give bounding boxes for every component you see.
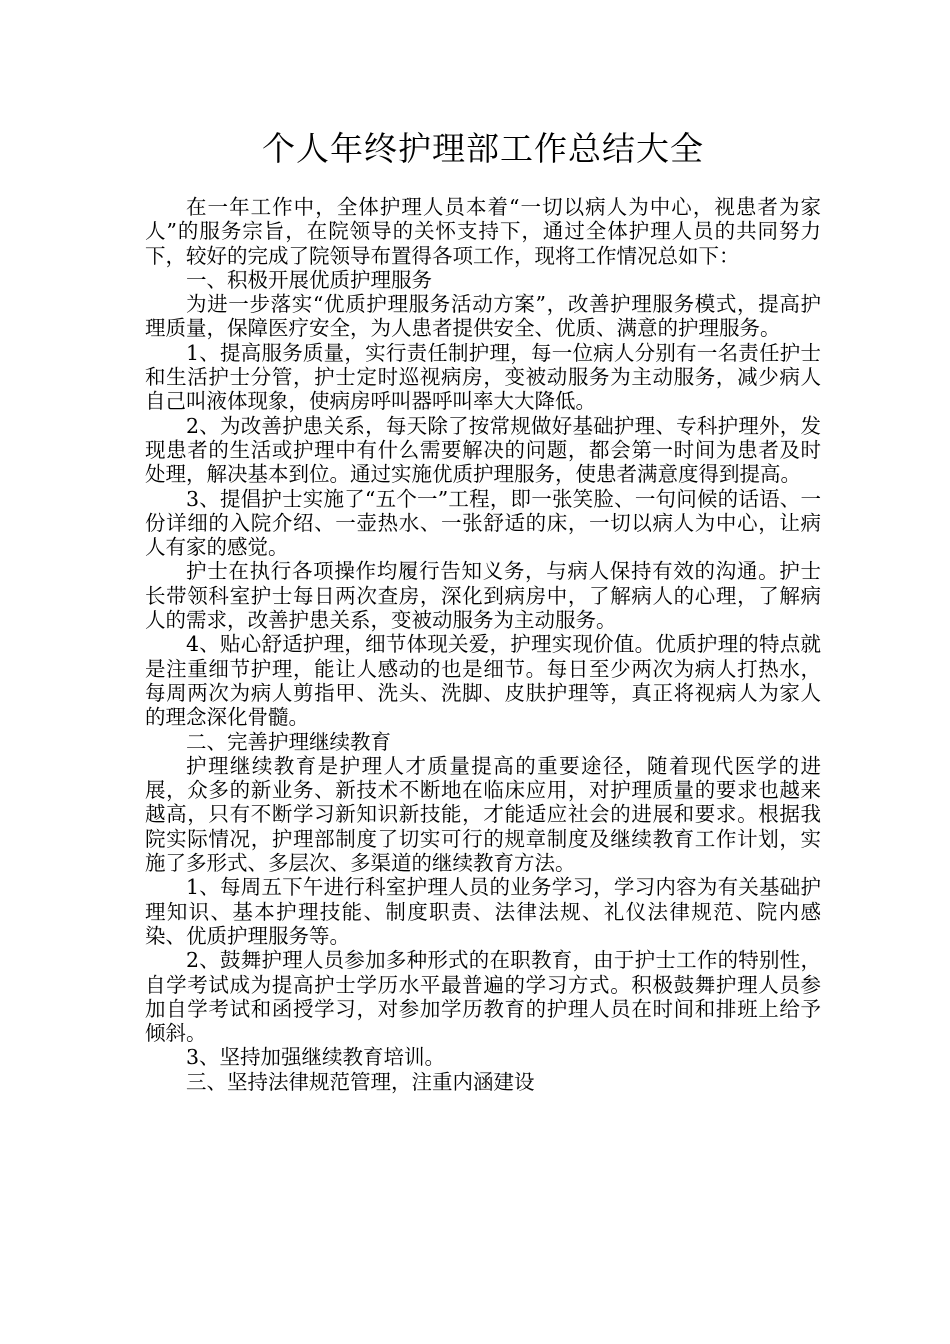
paragraph: 护理继续教育是护理人才质量提高的重要途径，随着现代医学的进展，众多的新业务、新技术不断地在临床应用，对护理质量的要求也越来越高，只有不断学习新知识新技能，才能适应社会的进展和要求。根据我院实际情况，护理部制度了切实可行的规章制度及继续教育工作计划，实施了多形式、多层次、多渠道的继续教育方法。	[145, 753, 821, 876]
document-page	[145, 125, 821, 1094]
list-item-paragraph: 3、坚持加强继续教育培训。	[186, 1045, 446, 1070]
paragraph: 为进一步落实“优质护理服务活动方案”，改善护理服务模式，提高护理质量，保障医疗安全，为人患者提供安全、优质、满意的护理服务。	[145, 292, 821, 341]
section-heading-1: 一、积极开展优质护理服务	[186, 267, 432, 292]
section-heading-3: 三、坚持法律规范管理，注重内涵建设	[186, 1069, 535, 1094]
list-item-paragraph: 2、为改善护患关系，每天除了按常规做好基础护理、专科护理外，发现患者的生活或护理中有什么需要解决的问题，都会第一时间为患者及时处理，解决基本到位。通过实施优质护理服务，使患者满意度得到提高。	[145, 413, 821, 487]
list-item-paragraph: 1、提高服务质量，实行责任制护理，每一位病人分别有一名责任护士和生活护士分管，护士定时巡视病房，变被动服务为主动服务，减少病人自己叫液体现象，使病房呼叫器呼叫率大大降低。	[145, 340, 821, 414]
list-item-paragraph: 1、每周五下午进行科室护理人员的业务学习，学习内容为有关基础护理知识、基本护理技能、制度职责、法律法规、礼仪法律规范、院内感染、优质护理服务等。	[145, 875, 821, 948]
list-item-paragraph: 4、贴心舒适护理，细节体现关爱，护理实现价值。优质护理的特点就是注重细节护理，能让人感动的也是细节。每日至少两次为病人打热水，每周两次为病人剪指甲、洗头、洗脚、皮肤护理等，真正将视病人为家人的理念深化骨髓。	[145, 632, 821, 730]
intro-paragraph: 在一年工作中，全体护理人员本着“一切以病人为中心，视患者为家人”的服务宗旨，在院领导的关怀支持下，通过全体护理人员的共同努力下，较好的完成了院领导布置得各项工作，现将工作情况总如下：	[145, 195, 821, 268]
document-title: 个人年终护理部工作总结大全	[262, 129, 704, 168]
section-heading-2: 二、完善护理继续教育	[186, 729, 391, 754]
list-item-paragraph: 3、提倡护士实施了“五个一”工程，即一张笑脸、一句问候的话语、一份详细的入院介绍、一壶热水、一张舒适的床，一切以病人为中心，让病人有家的感觉。	[145, 486, 821, 560]
document-body	[145, 195, 821, 1094]
list-item-paragraph: 2、鼓舞护理人员参加多种形式的在职教育，由于护士工作的特别性，自学考试成为提高护士学历水平最普遍的学习方式。积极鼓舞护理人员参加自学考试和函授学习，对参加学历教育的护理人员在时间和排班上给予倾斜。	[145, 948, 821, 1046]
paragraph: 护士在执行各项操作均履行告知义务，与病人保持有效的沟通。护士长带领科室护士每日两次查房，深化到病房中，了解病人的心理，了解病人的需求，改善护患关系，变被动服务为主动服务。	[145, 559, 821, 633]
